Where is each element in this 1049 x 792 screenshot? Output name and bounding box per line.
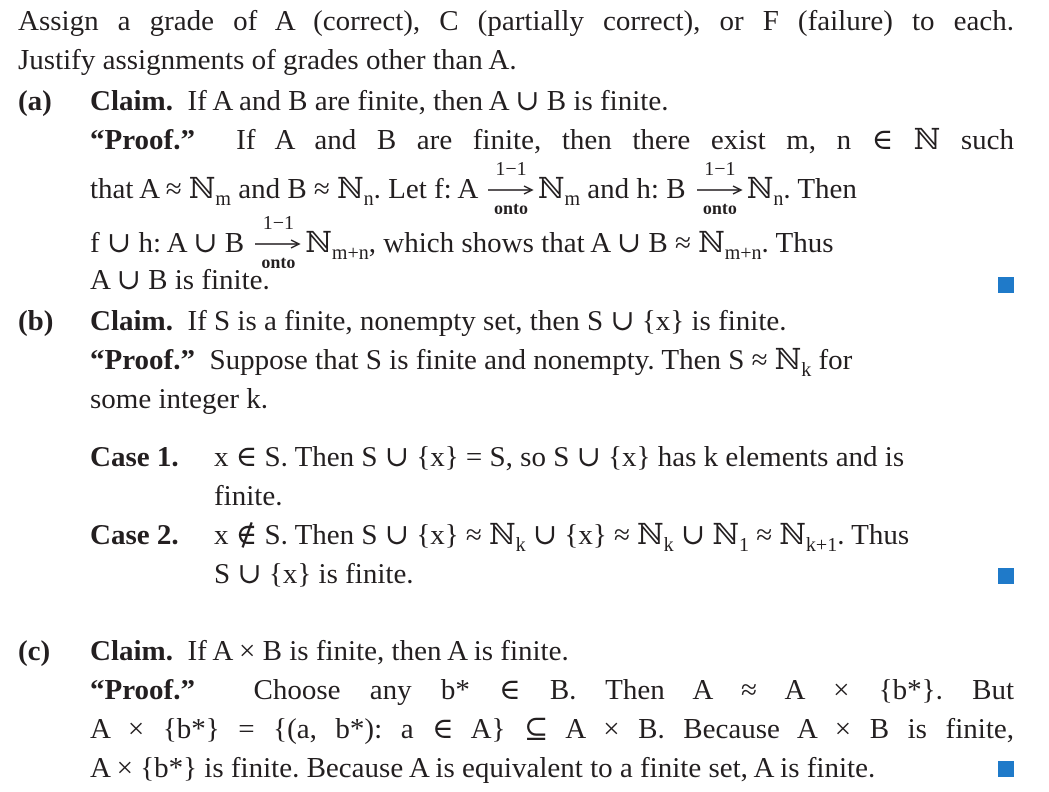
- subscript: 1: [738, 533, 749, 556]
- proof-label: “Proof.”: [90, 124, 195, 156]
- subscript: k: [663, 533, 674, 556]
- part-b-proof-line-1: [90, 341, 1014, 380]
- part-b-claim-text: If S is a finite, nonempty set, then S ∪ {x} is finite.: [187, 305, 787, 337]
- proof-text: f ∪ h: A ∪ B: [90, 227, 245, 259]
- subscript: m+n: [331, 241, 369, 264]
- proof-label: “Proof.”: [90, 344, 195, 376]
- proof-text: and h: B: [580, 173, 686, 205]
- part-b-claim: [90, 302, 787, 341]
- part-c-proof-line-2: A × {b*} = {(a, b*): a ∈ A} ⊆ A × B. Because A × B is finite,: [90, 713, 1014, 745]
- proof-text: . Let f: A: [373, 173, 477, 205]
- arrow-bottom-label: onto: [261, 252, 296, 272]
- proof-text: ℕ: [305, 227, 332, 259]
- bijection-arrow: [255, 212, 301, 272]
- part-a-proof-line-1: [90, 121, 1014, 160]
- claim-label: Claim.: [90, 85, 173, 117]
- part-c-claim: [90, 632, 569, 671]
- part-b-label: (b): [18, 305, 54, 337]
- part-c-proof-line-1: [90, 671, 1014, 710]
- proof-text: , which shows that A ∪ B ≈ ℕ: [368, 227, 725, 259]
- bijection-arrow: [488, 158, 534, 218]
- part-b-proof-line-2: some integer k.: [90, 383, 268, 415]
- subscript: k: [801, 358, 812, 381]
- case-label: Case 2.: [90, 519, 179, 551]
- right-arrow-icon: [255, 238, 301, 250]
- proof-text: for: [811, 344, 853, 376]
- cut-off-next-line: [0, 782, 300, 792]
- proof-text: . Thus: [837, 519, 910, 551]
- qed-square-icon: [998, 277, 1014, 293]
- proof-text: ∪ {x} ≈ ℕ: [525, 519, 664, 551]
- proof-text: Choose any b* ∈ B. Then A ≈ A × {b*}. But: [253, 674, 1015, 706]
- case-1-line-1: x ∈ S. Then S ∪ {x} = S, so S ∪ {x} has k elements and is: [214, 441, 905, 473]
- part-a-claim-text: If A and B are finite, then A ∪ B is finite.: [187, 85, 669, 117]
- proof-text: ∪ ℕ: [673, 519, 739, 551]
- proof-label: “Proof.”: [90, 674, 195, 706]
- subscript: k: [515, 533, 526, 556]
- part-a-proof-line-2: [90, 158, 1014, 218]
- proof-text: ℕ: [537, 173, 565, 205]
- subscript: k+1: [805, 533, 838, 556]
- proof-text: If A and B are finite, then there exist m, n ∈ ℕ such: [236, 124, 1015, 156]
- case-label: Case 1.: [90, 441, 179, 473]
- proof-text: ≈ ℕ: [748, 519, 806, 551]
- subscript: m: [215, 187, 231, 210]
- part-c-label: (c): [18, 635, 51, 667]
- right-arrow-icon: [488, 184, 534, 196]
- part-c-claim-text: If A × B is finite, then A is finite.: [187, 635, 569, 667]
- intro-line-2: Justify assignments of grades other than A.: [18, 44, 517, 76]
- case-2-line-1: [214, 516, 909, 555]
- part-a-proof-line-4: A ∪ B is finite.: [90, 264, 270, 296]
- subscript: m+n: [724, 241, 762, 264]
- proof-text: x ∉ S. Then S ∪ {x} ≈ ℕ: [214, 519, 516, 551]
- part-a-proof-line-3: [90, 212, 1014, 272]
- arrow-top-label: 1−1: [704, 158, 736, 180]
- proof-text: . Then: [783, 173, 857, 205]
- subscript: n: [773, 187, 784, 210]
- arrow-bottom-label: onto: [493, 198, 528, 218]
- arrow-top-label: 1−1: [495, 158, 527, 180]
- arrow-top-label: 1−1: [262, 212, 295, 234]
- case-2-line-2: S ∪ {x} is finite.: [214, 558, 414, 590]
- intro-line-1: Assign a grade of A (correct), C (partially correct), or F (failure) to each.: [18, 5, 1014, 37]
- proof-text: that A ≈ ℕ: [90, 173, 216, 205]
- case-2-label: [90, 516, 179, 555]
- qed-square-icon: [998, 568, 1014, 584]
- part-a-label: (a): [18, 85, 52, 117]
- arrow-bottom-label: onto: [702, 198, 737, 218]
- part-c-proof-line-3: A × {b*} is finite. Because A is equivalent to a finite set, A is finite.: [90, 752, 876, 784]
- bijection-arrow: [697, 158, 743, 218]
- part-a-claim: [90, 82, 668, 121]
- proof-text: and B ≈ ℕ: [230, 173, 364, 205]
- qed-square-icon: [998, 761, 1014, 777]
- claim-label: Claim.: [90, 305, 173, 337]
- subscript: m: [564, 187, 581, 210]
- right-arrow-icon: [697, 184, 743, 196]
- proof-text: ℕ: [746, 173, 774, 205]
- claim-label: Claim.: [90, 635, 173, 667]
- case-1-label: [90, 438, 179, 477]
- case-1-line-2: finite.: [214, 480, 283, 512]
- proof-text: . Thus: [761, 227, 834, 259]
- proof-text: Suppose that S is finite and nonempty. Then S ≈ ℕ: [209, 344, 802, 376]
- subscript: n: [363, 187, 374, 210]
